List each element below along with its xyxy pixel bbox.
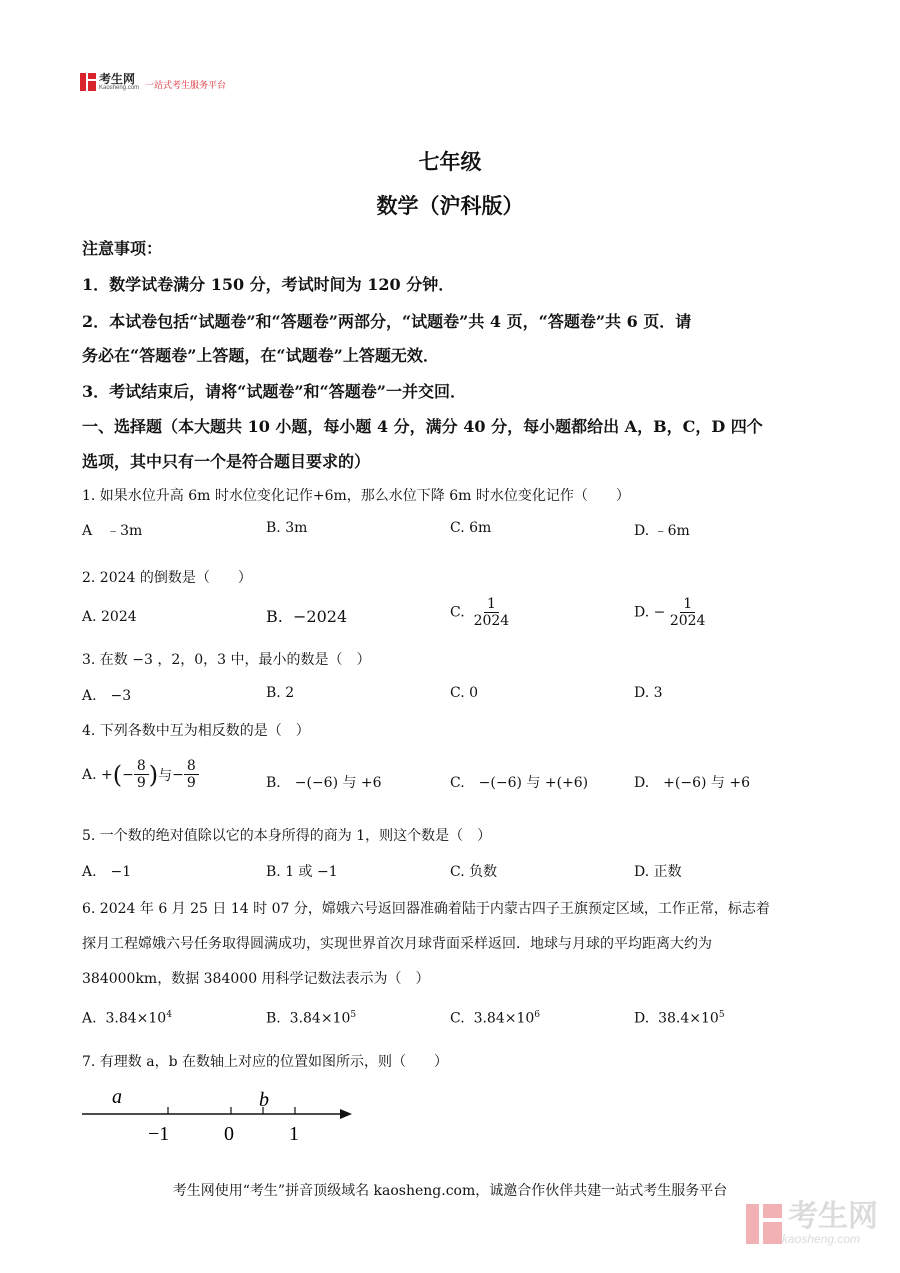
q1-stem: 1. 如果水位升高 6m 时水位变化记作+6m，那么水位下降 6m 时水位变化记作（ ） xyxy=(82,488,630,504)
logo-en: Kaosheng.com xyxy=(99,84,140,91)
q3-option-b: B. 2 xyxy=(266,685,295,701)
q4-stem: 4. 下列各数中互为相反数的是（ ） xyxy=(82,723,310,739)
logo-slogan: 一站式考生服务平台 xyxy=(145,80,227,90)
q6-stem-3: 384000km，数据 384000 用科学记数法表示为（ ） xyxy=(82,971,430,987)
note-2-cont: 务必在“答题卷”上答题，在“试题卷”上答题无效． xyxy=(82,346,439,365)
q6-option-a: A. $3.84\times 10^4$ xyxy=(82,1010,172,1027)
q6-stem-2: 探月工程嫦娥六号任务取得圆满成功，实现世界首次月球背面采样返回．地球与月球的平均距离大约为 xyxy=(82,936,712,952)
note-2: 2．本试卷包括“试题卷”和“答题卷”两部分，“试题卷”共 4 页，“答题卷”共 6 页．请 xyxy=(82,312,692,331)
watermark-en: kaosheng.com xyxy=(782,1232,861,1246)
q2-option-d: D. − $\frac{1}{2024}$ xyxy=(634,596,706,630)
label-a: a xyxy=(112,1086,122,1108)
q4-a-fraction-2: $\frac{8}{9}$ xyxy=(184,758,199,791)
label-minus-1: −1 xyxy=(148,1123,170,1144)
q1-option-d: D. ﹣6m xyxy=(634,523,690,539)
q3-stem: 3. 在数 −3 ，2，0，3 中，最小的数是（ ） xyxy=(82,652,371,668)
q3-option-c: C. 0 xyxy=(450,685,479,701)
logo-cn: 考生网 xyxy=(99,71,136,86)
note-3: 3．考试结束后，请将“试题卷”和“答题卷”一并交回． xyxy=(82,382,466,401)
q4-option-c: C. −(−6) 与 +(+6) xyxy=(450,775,589,791)
q6-option-d: D. $38.4\times 10^5$ xyxy=(634,1010,725,1027)
subject-title: 数学（沪科版） xyxy=(376,193,524,218)
label-b: b xyxy=(259,1089,269,1111)
note-1: 1．数学试卷满分 150 分，考试时间为 120 分钟． xyxy=(82,275,455,294)
q2-option-c: C. $\frac{1}{2024}$ xyxy=(450,596,510,630)
q5-option-c: C. 负数 xyxy=(450,864,498,880)
q4-option-b: B. −(−6) 与 +6 xyxy=(266,775,382,791)
q6-stem-1: 6. 2024 年 6 月 25 日 14 时 07 分，嫦娥六号返回器准确着陆于内蒙古四子王旗预定区域，工作正常，标志着 xyxy=(82,901,770,917)
number-line-diagram xyxy=(78,1082,368,1144)
section1-heading: 一、选择题（本大题共 10 小题，每小题 4 分，满分 40 分，每小题都给出 A，B，C，D 四个 xyxy=(82,417,763,436)
q5-option-d: D. 正数 xyxy=(634,864,682,880)
watermark-cn: 考生网 xyxy=(788,1200,878,1233)
label-1: 1 xyxy=(289,1123,299,1144)
number-line-arrow xyxy=(340,1109,352,1119)
q5-option-b: B. 1 或 −1 xyxy=(266,864,338,880)
section1-heading-cont: 选项，其中只有一个是符合题目要求的） xyxy=(82,452,371,471)
watermark-logo-icon xyxy=(746,1204,782,1244)
q3-option-d: D. 3 xyxy=(634,685,663,701)
label-0: 0 xyxy=(224,1123,234,1144)
kaosheng-logo-icon xyxy=(80,73,96,91)
q2-option-a: A. 2024 xyxy=(82,609,137,625)
grade-title: 七年级 xyxy=(418,149,482,174)
q7-stem: 7. 有理数 a，b 在数轴上对应的位置如图所示，则（ ） xyxy=(82,1054,449,1070)
q4-a-fraction: $\frac{8}{9}$ xyxy=(134,758,149,791)
watermark xyxy=(746,1202,878,1246)
q6-option-b: B. $3.84\times 10^5$ xyxy=(266,1010,357,1027)
q2-stem: 2. 2024 的倒数是（ ） xyxy=(82,570,252,586)
footer-text: 考生网使用“考生”拼音顶级域名 kaosheng.com，诚邀合作伙伴共建一站式考生服务平台 xyxy=(172,1183,728,1199)
q5-option-a: A. −1 xyxy=(82,864,132,880)
header-logo xyxy=(80,72,226,91)
q4-option-d: D. +(−6) 与 +6 xyxy=(634,775,751,791)
q2-d-fraction: $\frac{1}{2024}$ xyxy=(669,596,706,630)
q1-option-c: C. 6m xyxy=(450,520,492,536)
q2-c-fraction: $\frac{1}{2024}$ xyxy=(473,596,510,630)
q4-option-a: A. + ( − $\frac{8}{9}$ ) 与 − $\frac{8}{9}$ xyxy=(82,758,199,791)
q2-option-b: B. −2024 xyxy=(266,607,348,626)
q1-option-b: B. 3m xyxy=(266,520,308,536)
notes-heading: 注意事项： xyxy=(82,239,163,258)
q1-option-a: A ﹣3m xyxy=(82,523,143,539)
q6-option-c: C. $3.84\times 10^6$ xyxy=(450,1010,541,1027)
q5-stem: 5. 一个数的绝对值除以它的本身所得的商为 1，则这个数是（ ） xyxy=(82,828,492,844)
q3-option-a: A. −3 xyxy=(82,688,132,704)
